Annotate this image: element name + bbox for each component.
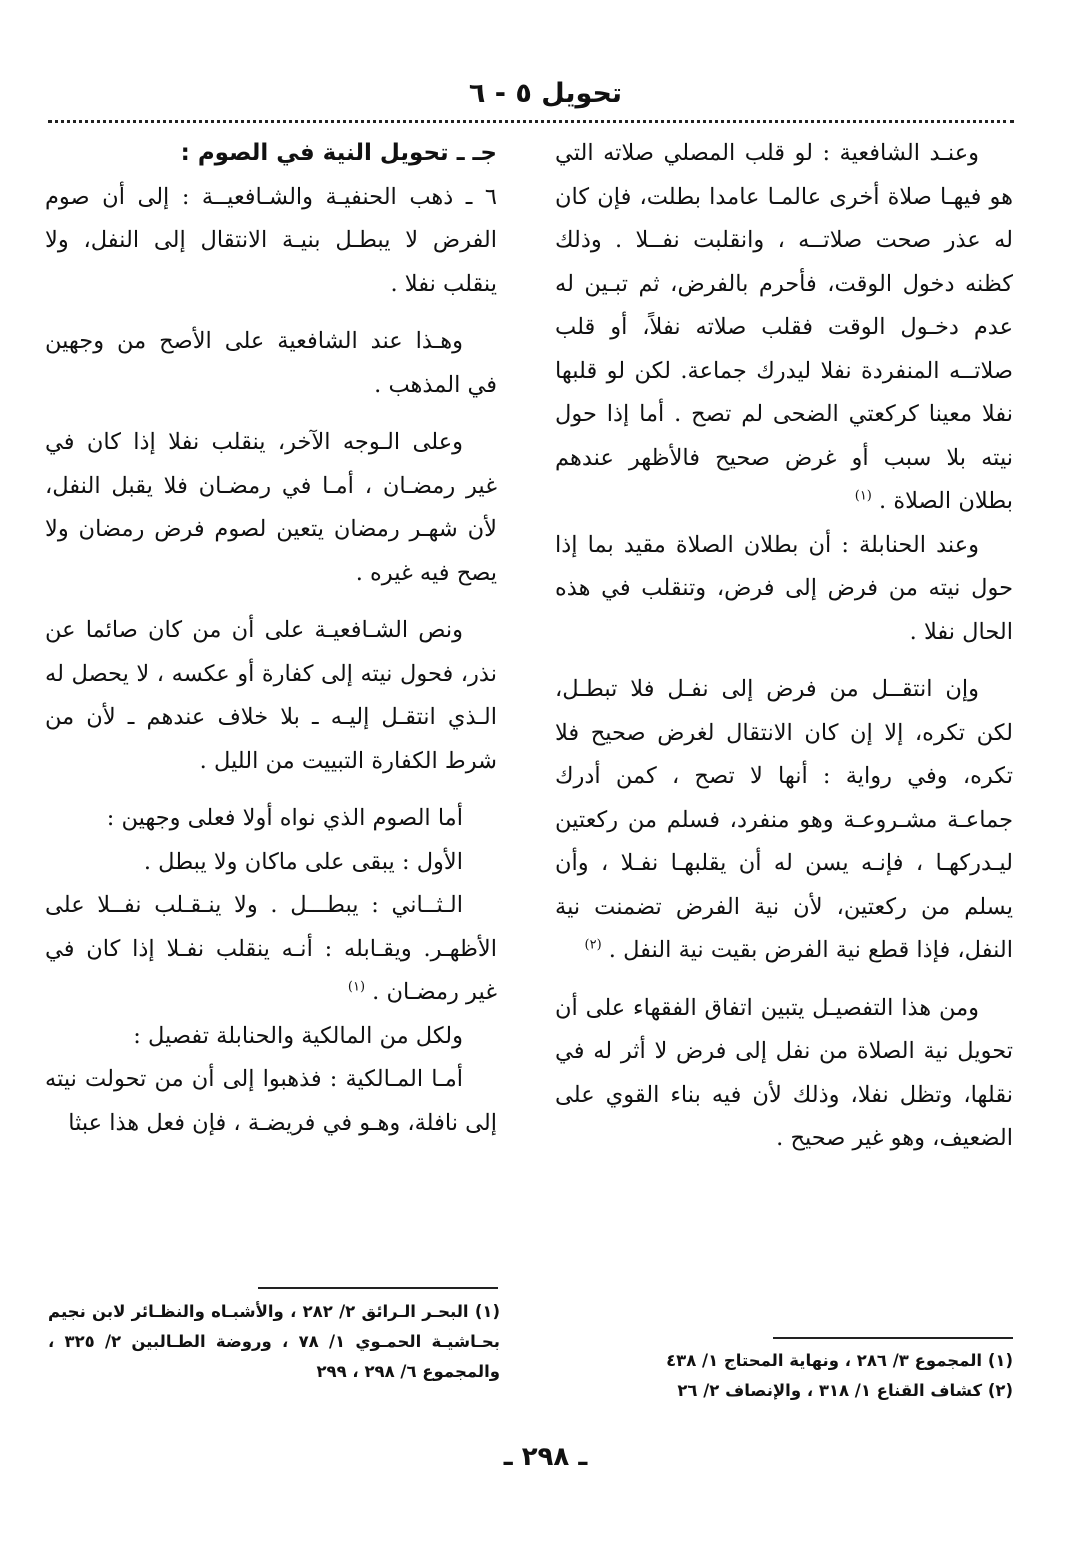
footnote: (٢) كشاف القناع ١/ ٣١٨ ، والإنصاف ٢/ ٢٦ (677, 1381, 1013, 1400)
paragraph: أمـا المـالكية : فذهبوا إلى أن من تحولت نيته إلى نافلة، وهـو في فريضـة ، فإن فعل هذا عبثا (45, 1066, 497, 1136)
paragraph: الـثــاني : يبطـــل . ولا ينـقـلب نفــلا على الأظهـر. ويقـابله : أنـه ينقلب نفـلا إذا كان في غير رمضـان . $^{(١)}$ (45, 892, 497, 1005)
left-column (45, 132, 497, 1145)
page-number: ـ ٢٩٨ ـ (503, 1442, 588, 1472)
section-heading: جـ ـ تحويل النية في الصوم : (180, 140, 497, 166)
footnote: (١) المجموع ٣/ ٢٨٦ ، ونهاية المحتاج ١/ ٤٣٨ (666, 1351, 1013, 1370)
footnotes-right (553, 1346, 1013, 1406)
paragraph: وعنـد الشافعية : لو قلب المصلي صلاته التي هو فيهـا صلاة أخرى عالمـا عامدا بطلت، فإن كان له عذر صحت صلاتــه ، وانقلبت نفــلا . وذلك كظنه دخول الوقت، فأحرم بالفرض، ثم تبـين له عدم دخـول الوقت فقلب صلاته نفلاً، أو قلب صلاتــه المنفردة نفلا ليدرك جماعة. لكن لو قلبها نفلا معينا كركعتي الضحى لم تصح . أما إذا حول نيته بلا سبب أو غرض صحيح فالأظهر عندهم بطلان الصلاة . $^{(١)}$ (555, 140, 1013, 514)
paragraph: وهـذا عند الشافعية على الأصح من وجهين في المذهب . (45, 328, 497, 398)
paragraph: وعلى الـوجه الآخر، ينقلب نفلا إذا كان في غير رمضـان ، أمـا في رمضـان فلا يقبل النفل، لأن شهـر رمضان يتعين لصوم فرض رمضان ولا يصح فيه غيره . (45, 429, 497, 586)
paragraph: ومن هذا التفصيـل يتبين اتفاق الفقهاء على أن تحويل نية الصلاة من نفل إلى فرض لا أثر له في نقلها، وتظل نفلا، وذلك لأن فيه بناء القوي على الضعيف، وهو غير صحيح . (555, 994, 1013, 1151)
footnote-marker: (١) (347, 979, 366, 995)
footnote-divider-left (258, 1287, 498, 1289)
footnote-marker: (١) (854, 488, 872, 504)
footnote: (١) البحـر الـرائق ٢/ ٢٨٢ ، والأشبـاه والنظـائر لابن نجيم بحـاشيـة الحمـوي ١/ ٧٨ ، وروضة الطـالبين ٢/ ٣٢٥ ، والمجموع ٦/ ٢٩٨ ، ٢٩٩ (48, 1302, 501, 1381)
right-column (555, 132, 1013, 1161)
paragraph: ونص الشـافعيـة على أن من كان صائما عن نذر، فحول نيته إلى كفارة أو عكسه ، لا يحصل له الـذي انتقـل إليـه ـ بلا خلاف عندهم ـ لأن من شرط الكفارة التبييت من الليل . (45, 617, 497, 774)
paragraph: الأول : يبقى على ماكان ولا يبطل . (143, 848, 463, 875)
paragraph: أما الصوم الذي نواه أولا فعلى وجهين : (106, 805, 463, 831)
paragraph: وعند الحنابلة : أن بطلان الصلاة مقيد بما إذا حول نيته من فرض إلى فرض، وتنقلب في هذه الحال نفلا . (555, 531, 1013, 645)
header-divider (48, 120, 1014, 123)
footnote-divider-right (773, 1337, 1013, 1339)
footnotes-left (48, 1297, 500, 1387)
paragraph: ٦ ـ ذهب الحنفيـة والشـافعيــة : إلى أن صوم الفرض لا يبطـل بنيـة الانتقال إلى النفل، ولا ينقلب نفلا . (45, 183, 497, 297)
paragraph: وإن انتقــل من فرض إلى نفـل فلا تبطـل، لكن تكره، إلا إن كان الانتقال لغرض صحيح فلا تكره، وفي رواية : أنها لا تصح ، كمن أدرك جماعـة مشـروعـة وهو منفرد، فسلم من ركعتين ليـدركهـا ، فإنـه يسن له أن يقلبهـا نفـلا ، وأن يسلم من ركعتين، لأن نية الفرض تضمنت نية النفل، فإذا قطع نية الفرض بقيت نية النفل . $^{(٢)}$ (555, 676, 1013, 963)
paragraph: ولكل من المالكية والحنابلة تفصيل : (133, 1022, 463, 1049)
footnote-marker: (٢) (584, 937, 602, 953)
page-header-title: تحويل ٥ - ٦ (468, 78, 623, 109)
